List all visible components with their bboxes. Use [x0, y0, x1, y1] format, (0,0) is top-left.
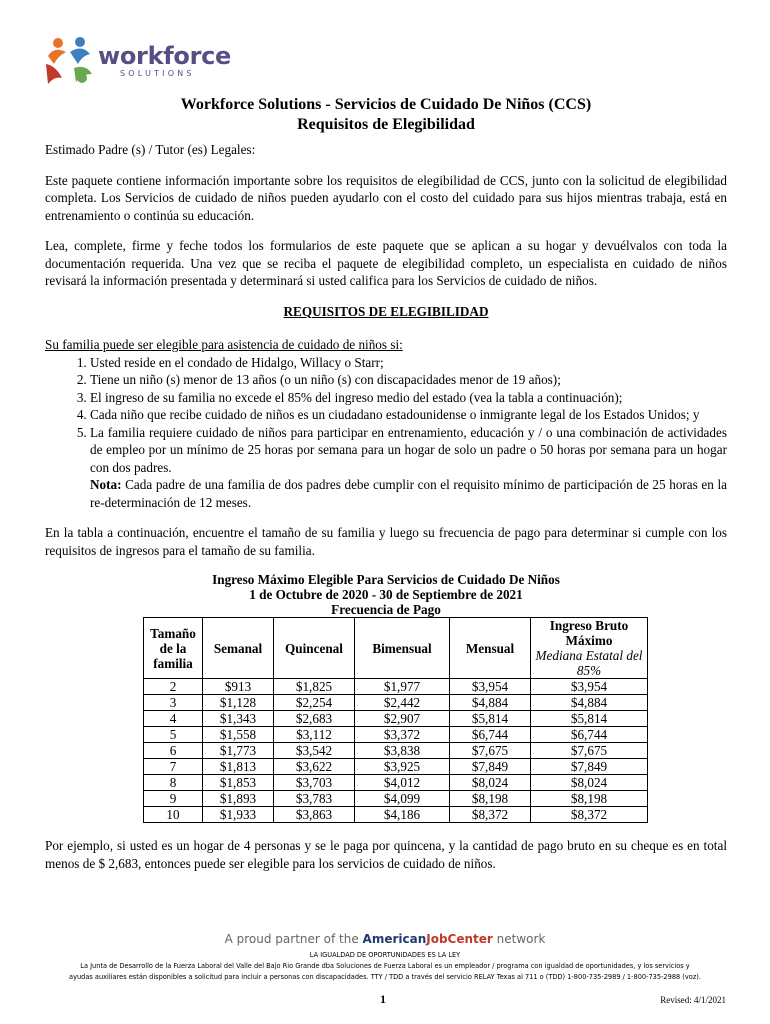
table-cell: $8,372 [450, 807, 531, 823]
table-cell: $7,849 [531, 759, 648, 775]
footer-line-1: La Junta de Desarrollo de la Fuerza Laboral del Valle del Bajo Rio Grande dba Soluciones de Fuerza Laboral es un empleador / programa con igualdad de oportunidades, y los servicios y [80, 962, 690, 970]
list-item: 1. Usted reside en el condado de Hidalgo, Willacy o Starr; [90, 354, 727, 372]
table-cell: $4,186 [355, 807, 450, 823]
list-item: 4. Cada niño que recibe cuidado de niños es un ciudadano estadounidense o inmigrante legal de los Estados Unidos; y [90, 406, 727, 424]
header-semimonthly: Bimensual [355, 618, 450, 679]
income-table-body [144, 679, 648, 823]
example-paragraph: Por ejemplo, si usted es un hogar de 4 personas y se le paga por quincena, y la cantidad de pago bruto en su cheque es en total menos de $ 2,683, entonces puede ser elegible para los servicios de cuidado de niños. [45, 838, 727, 871]
table-cell: $4,884 [450, 695, 531, 711]
table-cell: $1,343 [203, 711, 274, 727]
table-cell: $1,853 [203, 775, 274, 791]
income-table [143, 617, 648, 823]
table-cell: $8,024 [450, 775, 531, 791]
list-item: 5. La familia requiere cuidado de niños para participar en entrenamiento, educación y / o una combinación de actividades de empleo por un mínimo de 25 horas por semana para un hogar de solo un padre o 50 horas por semana para un hogar con dos padres. [90, 424, 727, 477]
partner-brand-american: American [362, 932, 427, 946]
table-cell: $6,744 [450, 727, 531, 743]
table-cell: $7,675 [450, 743, 531, 759]
table-cell: $1,977 [355, 679, 450, 695]
note-label: Nota: [90, 477, 122, 492]
list-item: 2. Tiene un niño (s) menor de 13 años (o un niño (s) con discapacidades menor de 19 años); [90, 371, 727, 389]
table-cell: $3,542 [274, 743, 355, 759]
table-row [144, 727, 648, 743]
header-weekly: Semanal [203, 618, 274, 679]
note [45, 476, 727, 511]
table-frequency-label: Frecuencia de Pago [331, 602, 441, 617]
footer-line-2: ayudas auxiliares están disponibles a solicitud para incluir a personas con discapacidades. TTY / TDD a través del servicio RELAY Texas al 711 o (TDD) 1-800-735-2989 / 1-800-735-2988 (voz). [69, 973, 701, 981]
requirements-list [45, 354, 727, 477]
table-date-range: 1 de Octubre de 2020 - 30 de Septiembre de 2021 [249, 587, 523, 602]
table-cell: 3 [144, 695, 203, 711]
table-cell: $3,703 [274, 775, 355, 791]
table-cell: 4 [144, 711, 203, 727]
table-row [144, 759, 648, 775]
table-cell: $3,954 [531, 679, 648, 695]
intro-paragraph: Este paquete contiene información importante sobre los requisitos de elegibilidad de CCS, junto con la solicitud de elegibilidad completa. Los Servicios de cuidado de niños pueden ayudarlo con el costo del cuidado para sus hijos mientras trabaja, está en entrenamiento o continúa su educación. [45, 172, 727, 223]
table-cell: $2,254 [274, 695, 355, 711]
table-cell: $4,099 [355, 791, 450, 807]
table-cell: $3,838 [355, 743, 450, 759]
table-cell: 9 [144, 791, 203, 807]
logo-subtitle: SOLUTIONS [120, 69, 195, 78]
table-cell: $8,198 [450, 791, 531, 807]
document-title: Workforce Solutions - Servicios de Cuidado De Niños (CCS) [180, 96, 592, 113]
table-cell: $7,675 [531, 743, 648, 759]
header-biweekly: Quincenal [274, 618, 355, 679]
table-cell: $5,814 [450, 711, 531, 727]
table-row [144, 807, 648, 823]
table-cell: $6,744 [531, 727, 648, 743]
table-row [144, 791, 648, 807]
table-cell: $1,933 [203, 807, 274, 823]
logo-wordmark: workforce [98, 42, 232, 70]
greeting: Estimado Padre (s) / Tutor (es) Legales: [45, 142, 256, 157]
table-cell: $913 [203, 679, 274, 695]
header-family-size: Tamaño de la familia [144, 618, 203, 679]
table-cell: $4,012 [355, 775, 450, 791]
table-cell: $3,372 [355, 727, 450, 743]
table-cell: $4,884 [531, 695, 648, 711]
section-heading: REQUISITOS DE ELEGIBILIDAD [283, 303, 489, 319]
table-cell: $7,849 [450, 759, 531, 775]
table-cell: $1,558 [203, 727, 274, 743]
page-number: 1 [380, 992, 386, 1006]
table-instructions: En la tabla a continuación, encuentre el tamaño de su familia y luego su frecuencia de pago para determinar si cumple con los requisitos de ingresos para el tamaño de su familia. [45, 525, 727, 558]
table-cell: $2,683 [274, 711, 355, 727]
table-cell: $1,893 [203, 791, 274, 807]
workforce-logo [44, 34, 231, 88]
workforce-logo-mark-icon [44, 34, 94, 88]
table-cell: $8,372 [531, 807, 648, 823]
table-cell: $3,112 [274, 727, 355, 743]
table-row [144, 695, 648, 711]
table-cell: $8,198 [531, 791, 648, 807]
table-row [144, 775, 648, 791]
table-cell: 6 [144, 743, 203, 759]
partner-tagline [0, 932, 770, 946]
header-gross-income-title: Ingreso Bruto Máximo [549, 618, 629, 648]
table-cell: $1,825 [274, 679, 355, 695]
revised-date: Revised: 4/1/2021 [660, 995, 726, 1005]
table-cell: $3,863 [274, 807, 355, 823]
document-subtitle: Requisitos de Elegibilidad [297, 116, 475, 133]
partner-brand-jobcenter: JobCenter [426, 932, 493, 946]
table-cell: $1,813 [203, 759, 274, 775]
table-cell: $3,925 [355, 759, 450, 775]
document-body [45, 95, 727, 872]
table-row [144, 711, 648, 727]
header-monthly: Mensual [450, 618, 531, 679]
table-cell: 10 [144, 807, 203, 823]
partner-prefix: A proud partner of the [224, 932, 363, 946]
table-cell: $3,622 [274, 759, 355, 775]
table-cell: $5,814 [531, 711, 648, 727]
table-row [144, 679, 648, 695]
equal-opportunity-heading: LA IGUALDAD DE OPORTUNIDADES ES LA LEY [309, 951, 461, 959]
partner-suffix: network [492, 932, 546, 946]
table-row [144, 743, 648, 759]
list-intro: Su familia puede ser elegible para asistencia de cuidado de niños si: [45, 337, 403, 352]
header-gross-income [531, 618, 648, 679]
table-cell: $8,024 [531, 775, 648, 791]
table-cell: 2 [144, 679, 203, 695]
note-text: Cada padre de una familia de dos padres debe cumplir con el requisito mínimo de participación de 25 horas en la re-determinación de 12 meses. [90, 477, 727, 510]
table-cell: $2,907 [355, 711, 450, 727]
income-table-section [45, 572, 727, 823]
table-cell: $2,442 [355, 695, 450, 711]
table-cell: $3,783 [274, 791, 355, 807]
table-cell: $3,954 [450, 679, 531, 695]
table-cell: $1,773 [203, 743, 274, 759]
list-item: 3. El ingreso de su familia no excede el 85% del ingreso medio del estado (vea la tabla a continuación); [90, 389, 727, 407]
table-cell: 5 [144, 727, 203, 743]
instructions-paragraph: Lea, complete, firme y feche todos los formularios de este paquete que se aplican a su hogar y devuélvalos con toda la documentación requerida. Una vez que se reciba el paquete de elegibilidad completo, un especialista en cuidado de niños revisará la información presentada y determinará si usted califica para los Servicios de cuidado de niños. [45, 238, 727, 288]
header-gross-income-note: Mediana Estatal del 85% [535, 648, 643, 678]
table-cell: 7 [144, 759, 203, 775]
table-cell: $1,128 [203, 695, 274, 711]
table-title: Ingreso Máximo Elegible Para Servicios de Cuidado De Niños [212, 572, 560, 587]
table-cell: 8 [144, 775, 203, 791]
